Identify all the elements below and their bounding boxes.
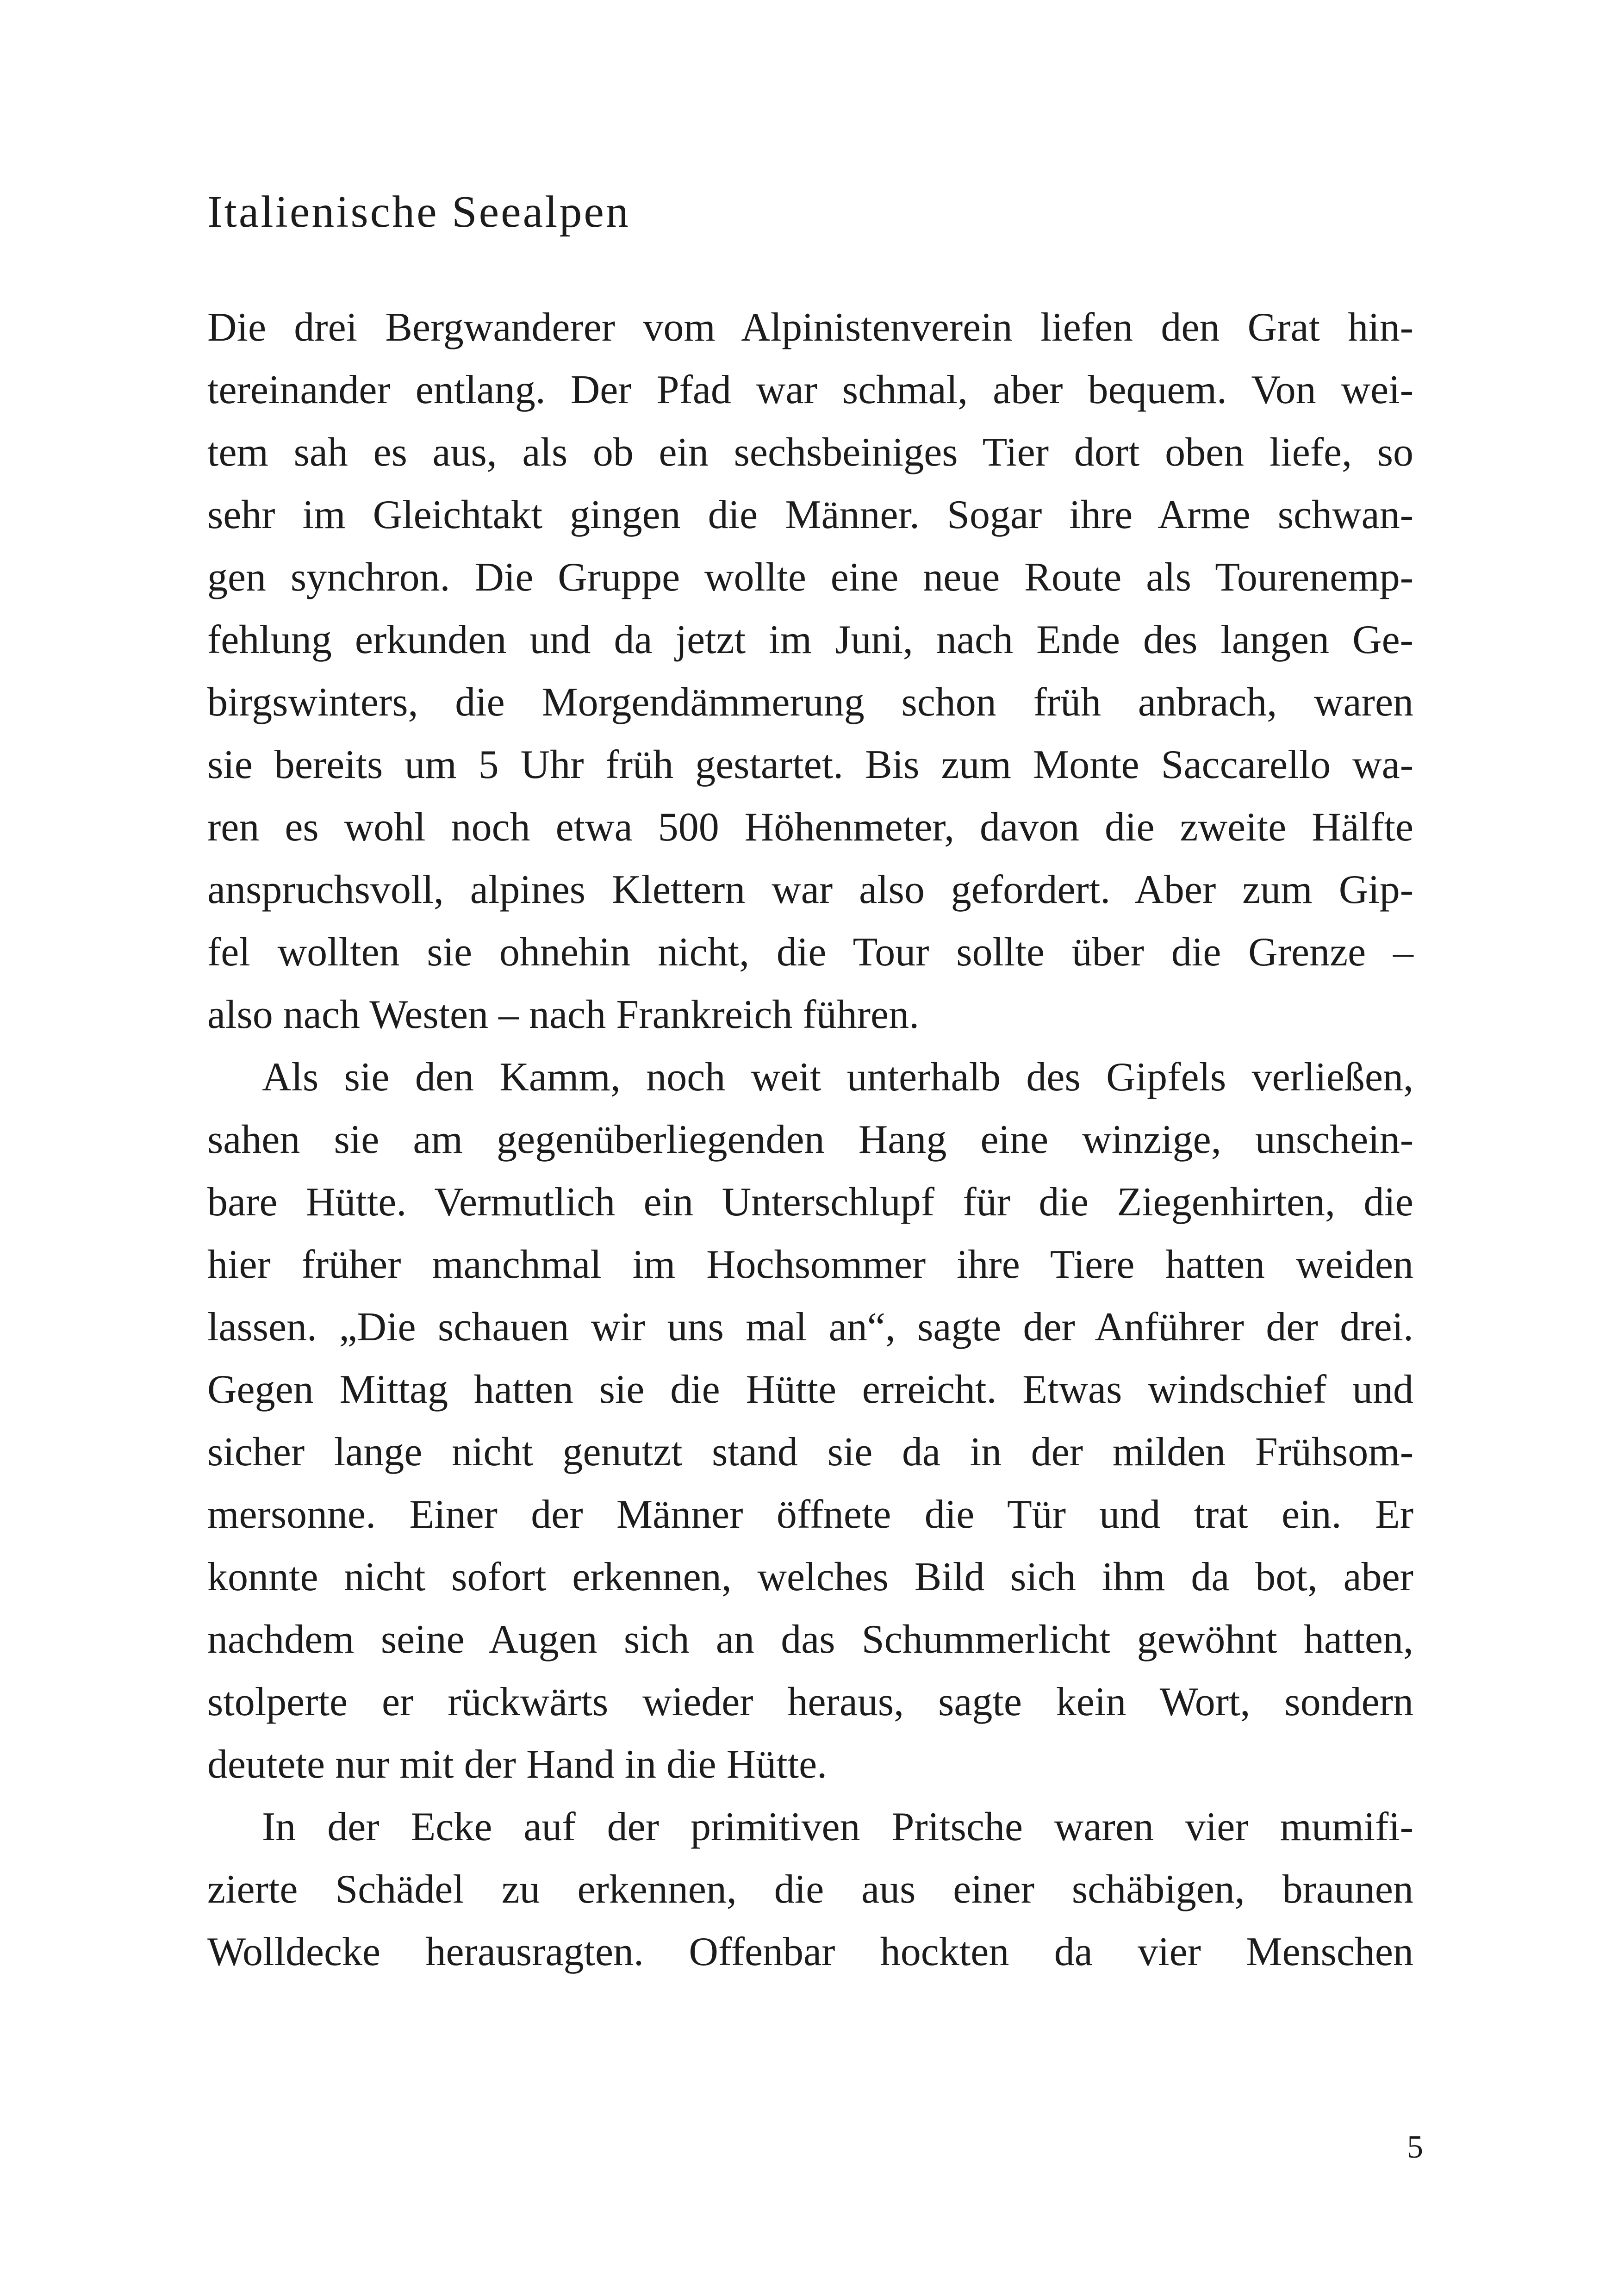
- text-line: hier früher manchmal im Hochsommer ihre Tiere hatten weiden: [207, 1242, 1413, 1287]
- text-line: bare Hütte. Vermutlich ein Unterschlupf für die Ziegenhirten, die: [207, 1180, 1413, 1225]
- text-line: also nach Westen – nach Frankreich führen.: [207, 992, 920, 1037]
- text-line: Wolldecke herausragten. Offenbar hockten da vier Menschen: [207, 1929, 1413, 1974]
- page-number: 5: [1407, 2129, 1423, 2165]
- body-text: [207, 296, 1413, 1983]
- text-line: Gegen Mittag hatten sie die Hütte erreicht. Etwas windschief und: [207, 1367, 1413, 1412]
- chapter-title: Italienische Seealpen: [207, 187, 630, 237]
- text-line: Die drei Bergwanderer vom Alpinistenverein liefen den Grat hin-: [207, 305, 1413, 350]
- text-line: tem sah es aus, als ob ein sechsbeiniges Tier dort oben liefe, so: [207, 430, 1413, 475]
- text-line: fehlung erkunden und da jetzt im Juni, nach Ende des langen Ge-: [207, 617, 1413, 662]
- text-line: sehr im Gleichtakt gingen die Männer. Sogar ihre Arme schwan-: [207, 492, 1413, 537]
- text-line: lassen. „Die schauen wir uns mal an“, sagte der Anführer der drei.: [207, 1305, 1413, 1350]
- text-line: fel wollten sie ohnehin nicht, die Tour sollte über die Grenze –: [207, 930, 1413, 975]
- text-line: sie bereits um 5 Uhr früh gestartet. Bis zum Monte Saccarello wa-: [207, 742, 1413, 787]
- text-line: sicher lange nicht genutzt stand sie da in der milden Frühsom-: [207, 1430, 1413, 1475]
- text-line: mersonne. Einer der Männer öffnete die Tür und trat ein. Er: [207, 1492, 1413, 1537]
- text-line: nachdem seine Augen sich an das Schummerlicht gewöhnt hatten,: [207, 1617, 1413, 1662]
- text-line: sahen sie am gegenüberliegenden Hang eine winzige, unschein-: [207, 1117, 1413, 1162]
- text-line: konnte nicht sofort erkennen, welches Bild sich ihm da bot, aber: [207, 1555, 1413, 1599]
- text-line: ren es wohl noch etwa 500 Höhenmeter, davon die zweite Hälfte: [207, 805, 1413, 850]
- text-line: stolperte er rückwärts wieder heraus, sagte kein Wort, sondern: [207, 1680, 1413, 1724]
- text-line: tereinander entlang. Der Pfad war schmal, aber bequem. Von wei-: [207, 367, 1413, 412]
- text-line: Als sie den Kamm, noch weit unterhalb des Gipfels verließen,: [262, 1055, 1413, 1100]
- text-line: gen synchron. Die Gruppe wollte eine neue Route als Tourenemp-: [207, 555, 1413, 600]
- text-line: anspruchsvoll, alpines Klettern war also gefordert. Aber zum Gip-: [207, 867, 1413, 912]
- text-line: zierte Schädel zu erkennen, die aus einer schäbigen, braunen: [207, 1867, 1413, 1912]
- text-line: In der Ecke auf der primitiven Pritsche waren vier mumifi-: [262, 1804, 1413, 1849]
- text-line: deutete nur mit der Hand in die Hütte.: [207, 1742, 828, 1787]
- text-line: birgswinters, die Morgendämmerung schon früh anbrach, waren: [207, 680, 1413, 725]
